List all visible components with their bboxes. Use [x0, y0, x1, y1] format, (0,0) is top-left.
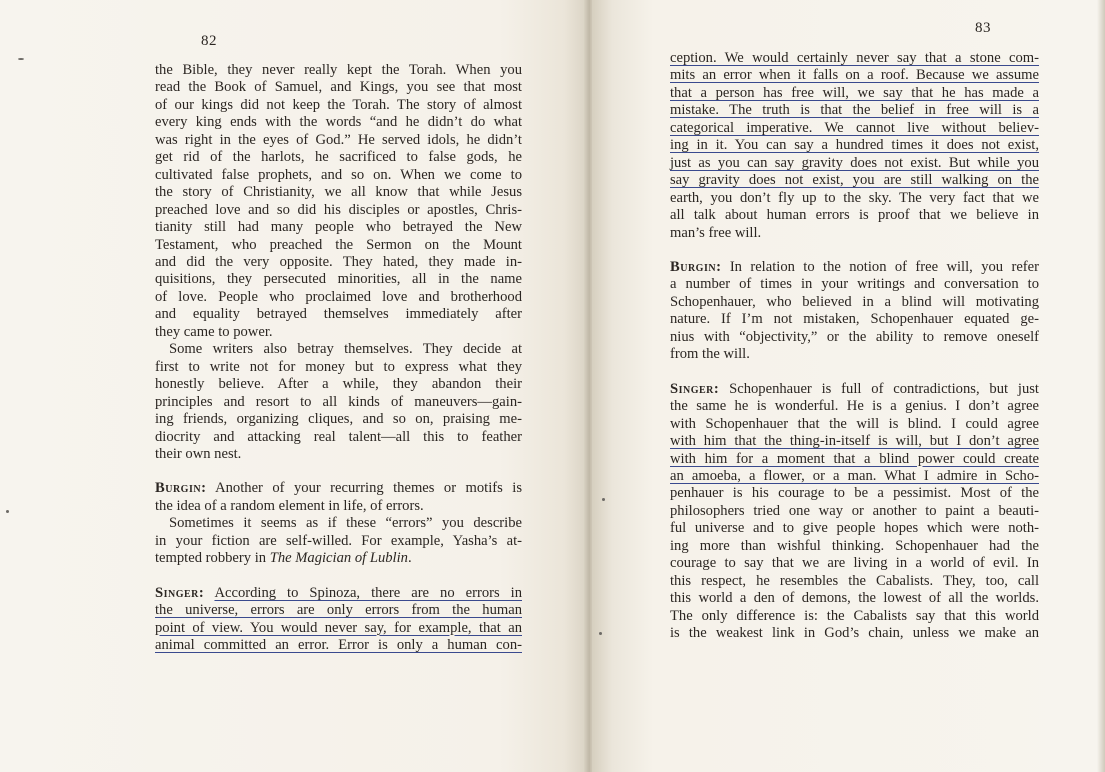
underlined-text: an amoeba, a flower, or a man. What I admire in Scho- — [670, 467, 1039, 484]
speaker-label: Singer: — [155, 584, 205, 601]
text-line: all talk about human errors is proof that we believe in — [670, 207, 1039, 224]
text-line: from the will. — [670, 346, 750, 363]
text-line: this respect, he resembles the Cabalists. They, too, call — [670, 572, 1039, 589]
text-line: earth, you don’t fly up to the sky. The very fact that we — [670, 189, 1039, 206]
text-line: the idea of a random element in life, of errors. — [155, 497, 424, 514]
text-line: of our kings did not keep the Torah. The story of almost — [155, 96, 522, 113]
text-line: ing friends, organizing cliques, and so on, praising me- — [155, 411, 522, 428]
text-line: Schopenhauer, who believed in a blind will motivating — [670, 293, 1039, 310]
text-line: and did the very opposite. They hated, they made in- — [155, 253, 522, 270]
text-line: the same he is wonderful. He is a genius. I don’t agree — [670, 398, 1039, 415]
text-line: every king ends with the words “and he didn’t do what — [155, 114, 522, 131]
right-page — [592, 0, 1105, 772]
text-line: cultivated false prophets, and so on. When we come to — [155, 166, 522, 183]
burgin-question: Burgin: In relation to the notion of free will, you refer — [670, 258, 1039, 275]
text-line: courage to say that we are living in a world of evil. In — [670, 555, 1039, 572]
text-line: quisitions, they persecuted minorities, all in the name — [155, 271, 522, 288]
underlined-text: with him for a moment that a blind power could create — [670, 450, 1039, 467]
singer-answer — [155, 585, 522, 602]
text-line: their own nest. — [155, 445, 242, 462]
paper-mark — [18, 58, 24, 60]
right-body — [670, 50, 1039, 643]
text-line: was right in the eyes of God.” He served idols, he didn’t — [155, 131, 522, 148]
text-line: preached love and so did his disciples or apostles, Chris- — [155, 201, 522, 218]
text-line: and equality betrayed themselves immediately after — [155, 306, 522, 323]
underlined-text: point of view. You would never say, for example, that an — [155, 619, 522, 636]
book-title: The Magician of Lublin — [269, 550, 408, 567]
text-line: philosophers tried one way or another to paint a beauti- — [670, 502, 1039, 519]
text-line: read the Book of Samuel, and Kings, you see that most — [155, 79, 522, 96]
burgin-question: Burgin: Another of your recurring themes or motifs is — [155, 480, 522, 497]
text-line: tianity still had many people who betrayed the New — [155, 219, 522, 236]
text-line: a number of times in your writings and conversation to — [670, 276, 1039, 293]
underlined-text: categorical imperative. We cannot live without believ- — [670, 119, 1039, 136]
underlined-text: animal committed an error. Error is only a human con- — [155, 637, 522, 654]
text-line: nius with “objectivity,” or the ability to remove oneself — [670, 328, 1039, 345]
underlined-text: According to Spinoza, there are no errors in — [214, 584, 522, 601]
left-body — [155, 62, 522, 655]
underlined-text: mits an error when it falls on a roof. Because we assume — [670, 67, 1039, 84]
underlined-text: ing in it. You can say a hundred times it does not exist, — [670, 137, 1039, 154]
underlined-text: say gravity does not exist, you are still walking on the — [670, 172, 1039, 189]
text-line: penhauer is his courage to be a pessimist. Most of the — [670, 485, 1039, 502]
text-line: first to write not for money but to express what they — [155, 358, 522, 375]
text-line: nature. If I’m not mistaken, Schopenhauer equated ge- — [670, 311, 1039, 328]
text-line: Some writers also betray themselves. They decide at — [169, 341, 522, 358]
underlined-text: the universe, errors are only errors from the human — [155, 602, 522, 619]
text-line: principles and resort to all kinds of maneuvers—gain- — [155, 393, 522, 410]
underlined-text: ception. We would certainly never say that a stone com- — [670, 50, 1039, 66]
speaker-label: Burgin: — [155, 480, 207, 497]
text-line: the story of Christianity, we all know that while Jesus — [155, 184, 522, 201]
page-number: 83 — [975, 20, 991, 36]
text-line: tempted robbery in The Magician of Lublin. — [155, 550, 412, 567]
text-line: diocrity and attacking real talent—all this to feather — [155, 428, 522, 445]
text-line: they came to power. — [155, 323, 273, 340]
underlined-text: mistake. The truth is that the belief in free will is a — [670, 102, 1039, 119]
text-line: The only difference is: the Cabalists say that this world — [670, 607, 1039, 624]
paper-mark — [6, 510, 9, 513]
underlined-text: that a person has free will, we say that he has made a — [670, 84, 1039, 101]
speaker-label: Singer: — [670, 380, 720, 397]
text-line: ing more than wishful thinking. Schopenhauer had the — [670, 537, 1039, 554]
text-line: with Schopenhauer that the will is blind. I could agree — [670, 415, 1039, 432]
underlined-text: with him that the thing-in-itself is will, but I don’t agree — [670, 433, 1039, 450]
text-line: Sometimes it seems as if these “errors” you describe — [169, 515, 522, 532]
text-line: the Bible, they never really kept the Torah. When you — [155, 62, 522, 78]
text-line: get rid of the harlots, he sacrificed to false gods, he — [155, 149, 522, 166]
page-edge — [1097, 0, 1105, 772]
speaker-label: Burgin: — [670, 258, 722, 275]
text-line: of love. People who proclaimed love and brotherhood — [155, 288, 522, 305]
text-line: is the weakest link in God’s chain, unless we make an — [670, 625, 1039, 642]
paper-mark — [599, 632, 602, 635]
text-line: honestly believe. After a while, they abandon their — [155, 376, 522, 393]
singer-answer: Singer: Schopenhauer is full of contradictions, but just — [670, 380, 1039, 397]
text-line: this world a den of demons, the lowest of all the worlds. — [670, 590, 1039, 607]
text-line: Testament, who preached the Sermon on the Mount — [155, 236, 522, 253]
underlined-text: just as you can say gravity does not exist. But while you — [670, 154, 1039, 171]
text-line: man’s free will. — [670, 224, 762, 241]
paper-mark — [602, 498, 605, 501]
text-line: in your fiction are self-willed. For example, Yasha’s at- — [155, 532, 522, 549]
page-number: 82 — [201, 33, 217, 49]
text-line: ful universe and to give people hopes which were noth- — [670, 520, 1039, 537]
